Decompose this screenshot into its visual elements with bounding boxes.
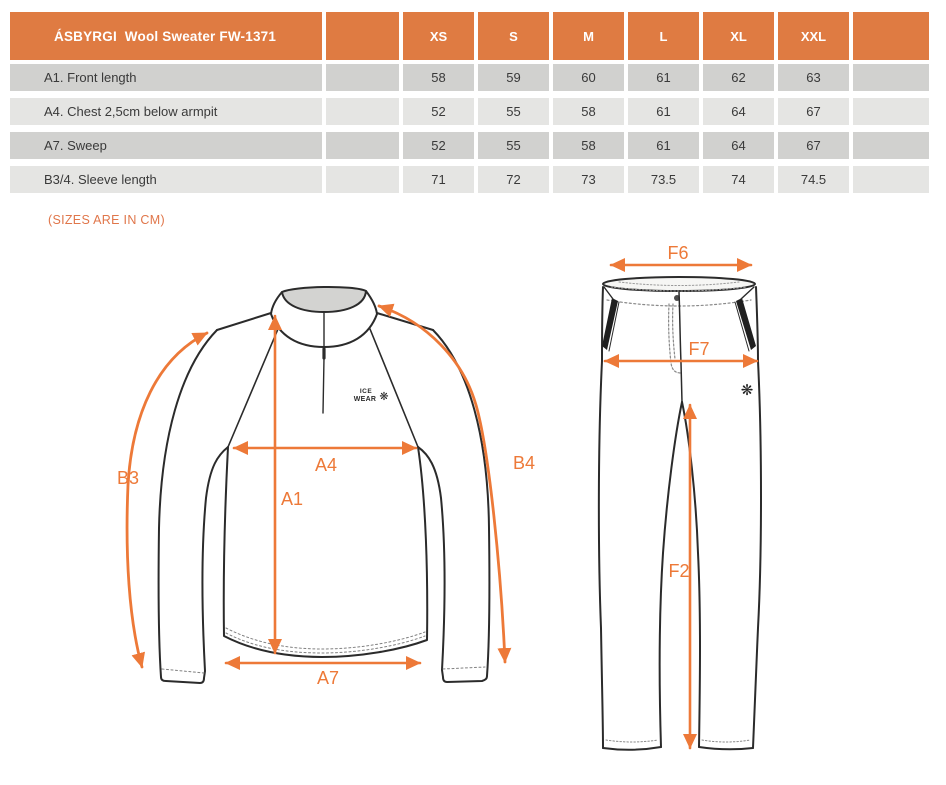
label-f6: F6 <box>667 243 689 263</box>
row-spacer-cell <box>326 166 399 193</box>
left-waist-corner <box>604 287 613 299</box>
row-label: A4. Chest 2,5cm below armpit <box>10 98 322 125</box>
size-value: 64 <box>703 98 774 125</box>
pants-diagram <box>575 243 815 768</box>
size-value: 73 <box>553 166 624 193</box>
icewear-logo-line1: ICE <box>359 388 373 395</box>
row-label: A1. Front length <box>10 64 322 91</box>
label-f2: F2 <box>668 561 690 581</box>
sweater-left-raglan-seam <box>228 329 278 447</box>
icewear-logo-line2: WEAR <box>353 396 377 403</box>
row-spacer-cell-end <box>853 98 929 125</box>
size-value: 61 <box>628 98 699 125</box>
size-value: 62 <box>703 64 774 91</box>
size-value: 52 <box>403 132 474 159</box>
pants-right-outer-seam <box>753 287 761 748</box>
sweater-left-shoulder-seam <box>217 313 271 330</box>
size-value: 71 <box>403 166 474 193</box>
right-cuff-stitch <box>443 667 485 669</box>
right-hem-stitch <box>702 740 750 742</box>
pants-right-hem <box>699 747 753 749</box>
row-spacer-cell <box>326 98 399 125</box>
pants-left-outer-seam <box>599 287 603 748</box>
pants-measurement-arrows <box>605 265 757 748</box>
size-value: 61 <box>628 132 699 159</box>
zipper-chest-line <box>323 358 324 413</box>
size-value: 72 <box>478 166 549 193</box>
size-value: 61 <box>628 64 699 91</box>
sweater-right-shoulder-seam <box>377 313 433 330</box>
icewear-logo <box>354 388 389 403</box>
row-spacer-cell <box>326 132 399 159</box>
sweater-diagram <box>95 250 565 735</box>
size-col-header-xxl: XXL <box>778 12 849 60</box>
header-spacer-cell-end <box>853 12 929 60</box>
right-waist-corner <box>741 287 754 299</box>
sweater-outline <box>159 287 490 683</box>
row-label: B3/4. Sleeve length <box>10 166 322 193</box>
row-spacer-cell <box>326 64 399 91</box>
table-header-row <box>10 12 929 60</box>
table-row <box>10 64 929 91</box>
hem-stitch-line <box>226 628 425 649</box>
size-col-header-s: S <box>478 12 549 60</box>
sweater-measurement-arrows <box>127 306 505 667</box>
sizes-unit-note: (SIZES ARE IN CM) <box>48 213 165 227</box>
size-value: 73.5 <box>628 166 699 193</box>
size-value: 74.5 <box>778 166 849 193</box>
sweater-collar-opening <box>282 287 366 312</box>
row-spacer-cell-end <box>853 64 929 91</box>
row-spacer-cell-end <box>853 132 929 159</box>
left-pocket-trim <box>602 298 618 350</box>
label-a4: A4 <box>314 455 338 475</box>
size-value: 52 <box>403 98 474 125</box>
row-label: A7. Sweep <box>10 132 322 159</box>
size-col-header-xl: XL <box>703 12 774 60</box>
size-value: 58 <box>403 64 474 91</box>
fly-stitch <box>673 304 675 359</box>
size-value: 58 <box>553 132 624 159</box>
sweater-body <box>224 447 427 657</box>
product-title: ÁSBYRGI Wool Sweater FW-1371 <box>10 12 322 60</box>
table-row <box>10 132 929 159</box>
center-front-seam <box>679 292 682 402</box>
size-value: 63 <box>778 64 849 91</box>
size-value: 55 <box>478 98 549 125</box>
size-value: 55 <box>478 132 549 159</box>
label-a1: A1 <box>280 489 304 509</box>
left-cuff-stitch <box>162 669 204 673</box>
size-value: 67 <box>778 132 849 159</box>
pants-left-hem <box>603 747 661 750</box>
label-b3: B3 <box>116 468 140 488</box>
table-row <box>10 166 929 193</box>
pants-outline <box>599 277 761 750</box>
label-f7: F7 <box>688 339 710 359</box>
size-value: 59 <box>478 64 549 91</box>
arrow-b3 <box>127 333 207 667</box>
table-row <box>10 98 929 125</box>
size-table <box>10 12 929 200</box>
sweater-right-raglan-seam <box>370 329 418 447</box>
sweater-right-sleeve <box>418 330 489 682</box>
size-value: 74 <box>703 166 774 193</box>
header-spacer-cell <box>326 12 399 60</box>
size-col-header-l: L <box>628 12 699 60</box>
snowflake-icon: ❋ <box>379 391 389 403</box>
row-spacer-cell-end <box>853 166 929 193</box>
left-hem-stitch <box>606 740 658 742</box>
label-b4: B4 <box>512 453 536 473</box>
size-col-header-xs: XS <box>403 12 474 60</box>
label-a7: A7 <box>316 668 340 688</box>
size-value: 58 <box>553 98 624 125</box>
sweater-left-sleeve <box>159 330 228 683</box>
size-col-header-m: M <box>553 12 624 60</box>
size-value: 67 <box>778 98 849 125</box>
size-value: 60 <box>553 64 624 91</box>
snowflake-icon: ❋ <box>740 382 754 399</box>
size-value: 64 <box>703 132 774 159</box>
